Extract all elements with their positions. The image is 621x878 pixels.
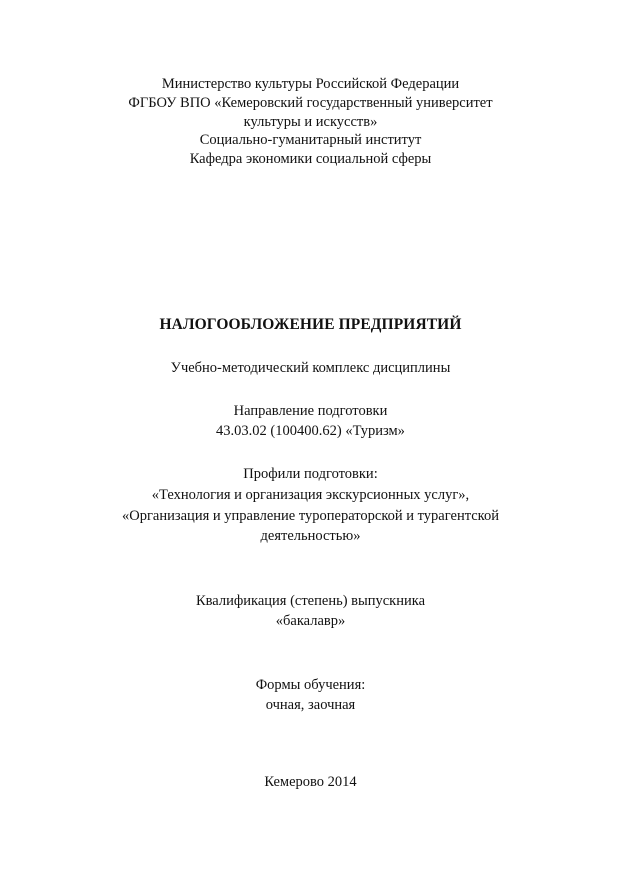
department-line: Кафедра экономики социальной сферы <box>189 151 432 167</box>
university-line-1: ФГБОУ ВПО «Кемеровский государственный университет <box>128 95 493 111</box>
study-forms-label: Формы обучения: <box>255 677 366 693</box>
university-line-2: культуры и искусств» <box>243 114 378 130</box>
profile-line-1: «Технология и организация экскурсионных услуг», <box>151 487 470 503</box>
profile-line-3: деятельностью» <box>260 528 361 544</box>
qualification-value: «бакалавр» <box>275 613 346 629</box>
document-subtitle: Учебно-методический комплекс дисциплины <box>170 360 451 376</box>
ministry-line: Министерство культуры Российской Федерации <box>161 76 460 92</box>
profile-line-2: «Организация и управление туроператорской и турагентской <box>122 508 499 524</box>
direction-label: Направление подготовки <box>233 403 388 419</box>
study-forms-value: очная, заочная <box>265 697 356 713</box>
profiles-label: Профили подготовки: <box>243 466 378 482</box>
qualification-label: Квалификация (степень) выпускника <box>195 593 426 609</box>
document-title: НАЛОГООБЛОЖЕНИЕ ПРЕДПРИЯТИЙ <box>159 316 462 333</box>
institute-line: Социально-гуманитарный институт <box>199 132 422 148</box>
city-year: Кемерово 2014 <box>264 774 357 790</box>
direction-value: 43.03.02 (100400.62) «Туризм» <box>216 423 405 439</box>
